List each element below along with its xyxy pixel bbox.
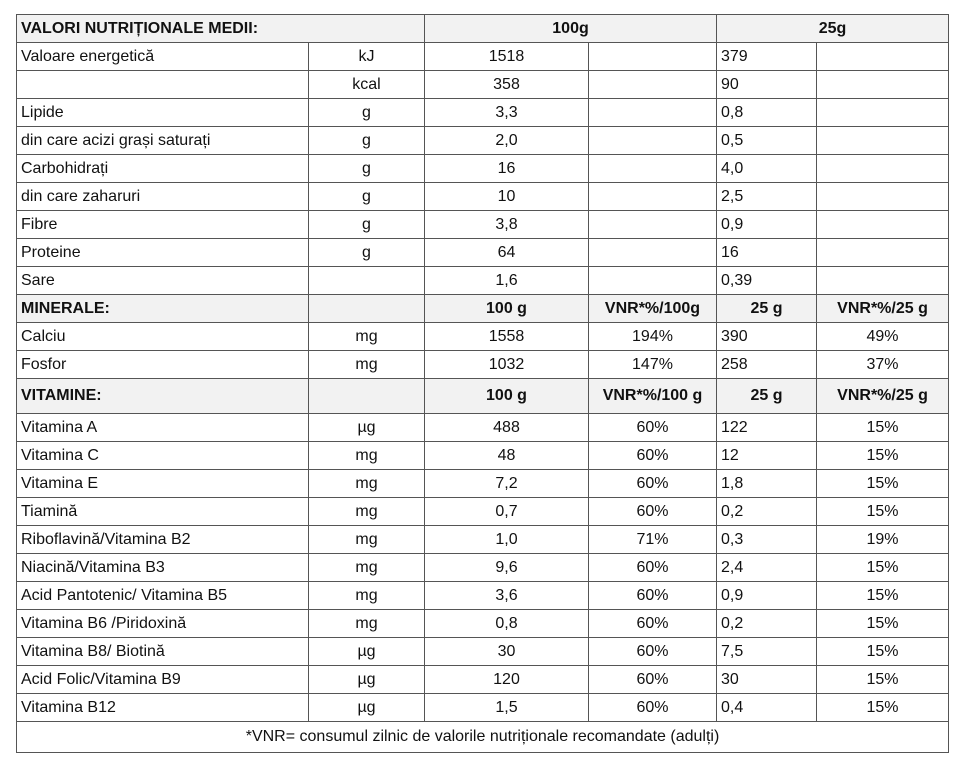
- nutrient-name: Lipide: [17, 99, 309, 127]
- nutrient-row: [17, 267, 949, 295]
- vitamins-vnr-25g: 15%: [817, 554, 949, 582]
- nutrient-row: [17, 211, 949, 239]
- nutrient-row: [17, 71, 949, 99]
- nutrient-value-100g: 16: [425, 155, 589, 183]
- minerals-row: [17, 323, 949, 351]
- nutrient-unit: g: [309, 239, 425, 267]
- vitamins-vnr-100g: 60%: [589, 638, 717, 666]
- vitamins-value-25g: 0,9: [717, 582, 817, 610]
- vitamins-value-25g: 12: [717, 442, 817, 470]
- vitamins-value-100g: 1,0: [425, 526, 589, 554]
- vitamins-vnr-25g: 15%: [817, 666, 949, 694]
- header-25g: 25g: [717, 15, 949, 43]
- vitamins-name: Riboflavină/Vitamina B2: [17, 526, 309, 554]
- vitamins-vnr-25g: 15%: [817, 414, 949, 442]
- empty-cell: [589, 183, 717, 211]
- nutrient-value-100g: 10: [425, 183, 589, 211]
- vitamins-header-vnr-25g: VNR*%/25 g: [817, 379, 949, 414]
- vitamins-unit: mg: [309, 526, 425, 554]
- vitamins-value-100g: 1,5: [425, 694, 589, 722]
- empty-cell: [589, 239, 717, 267]
- vitamins-vnr-25g: 19%: [817, 526, 949, 554]
- minerals-header-vnr-25g: VNR*%/25 g: [817, 295, 949, 323]
- vitamins-name: Vitamina E: [17, 470, 309, 498]
- minerals-name: Calciu: [17, 323, 309, 351]
- empty-cell: [817, 155, 949, 183]
- vitamins-header-100g: 100 g: [425, 379, 589, 414]
- minerals-header-25g: 25 g: [717, 295, 817, 323]
- vitamins-row: [17, 666, 949, 694]
- nutrient-value-100g: 1518: [425, 43, 589, 71]
- nutrient-row: [17, 239, 949, 267]
- vitamins-name: Vitamina B12: [17, 694, 309, 722]
- minerals-vnr-25g: 37%: [817, 351, 949, 379]
- nutrient-unit: kJ: [309, 43, 425, 71]
- vitamins-unit: µg: [309, 666, 425, 694]
- footnote-row: [17, 722, 949, 753]
- nutrient-value-100g: 358: [425, 71, 589, 99]
- nutrient-value-25g: 2,5: [717, 183, 817, 211]
- empty-cell: [309, 295, 425, 323]
- vitamins-value-100g: 488: [425, 414, 589, 442]
- vitamins-name: Vitamina C: [17, 442, 309, 470]
- nutrient-name: Valoare energetică: [17, 43, 309, 71]
- vitamins-vnr-100g: 60%: [589, 582, 717, 610]
- nutrition-table-body: [17, 15, 949, 753]
- table-title: VALORI NUTRIȚIONALE MEDII:: [17, 15, 425, 43]
- empty-cell: [817, 211, 949, 239]
- table-header-row: [17, 15, 949, 43]
- nutrient-unit: g: [309, 211, 425, 239]
- vitamins-value-25g: 0,2: [717, 610, 817, 638]
- vitamins-unit: µg: [309, 638, 425, 666]
- nutrient-name: Sare: [17, 267, 309, 295]
- nutrient-value-100g: 2,0: [425, 127, 589, 155]
- nutrient-row: [17, 127, 949, 155]
- nutrient-row: [17, 99, 949, 127]
- vitamins-value-100g: 120: [425, 666, 589, 694]
- empty-cell: [589, 267, 717, 295]
- vitamins-value-25g: 2,4: [717, 554, 817, 582]
- vitamins-row: [17, 554, 949, 582]
- vitamins-vnr-25g: 15%: [817, 638, 949, 666]
- nutrient-name: din care acizi grași saturați: [17, 127, 309, 155]
- empty-cell: [817, 127, 949, 155]
- minerals-value-100g: 1032: [425, 351, 589, 379]
- nutrient-value-100g: 1,6: [425, 267, 589, 295]
- nutrient-unit: g: [309, 99, 425, 127]
- vitamins-row: [17, 414, 949, 442]
- vitamins-name: Vitamina B8/ Biotină: [17, 638, 309, 666]
- nutrient-value-100g: 3,8: [425, 211, 589, 239]
- vitamins-unit: mg: [309, 498, 425, 526]
- vitamins-value-100g: 0,7: [425, 498, 589, 526]
- minerals-header-100g: 100 g: [425, 295, 589, 323]
- footnote: *VNR= consumul zilnic de valorile nutriționale recomandate (adulți): [17, 722, 949, 753]
- minerals-unit: mg: [309, 323, 425, 351]
- empty-cell: [817, 99, 949, 127]
- minerals-vnr-100g: 147%: [589, 351, 717, 379]
- vitamins-unit: mg: [309, 442, 425, 470]
- vitamins-value-25g: 0,4: [717, 694, 817, 722]
- nutrient-value-25g: 0,8: [717, 99, 817, 127]
- empty-cell: [817, 239, 949, 267]
- vitamins-name: Acid Pantotenic/ Vitamina B5: [17, 582, 309, 610]
- vitamins-vnr-100g: 60%: [589, 554, 717, 582]
- vitamins-value-25g: 0,3: [717, 526, 817, 554]
- minerals-value-25g: 258: [717, 351, 817, 379]
- vitamins-vnr-25g: 15%: [817, 694, 949, 722]
- empty-cell: [589, 99, 717, 127]
- vitamins-value-25g: 30: [717, 666, 817, 694]
- vitamins-vnr-100g: 60%: [589, 694, 717, 722]
- minerals-value-25g: 390: [717, 323, 817, 351]
- nutrient-name: din care zaharuri: [17, 183, 309, 211]
- nutrient-row: [17, 43, 949, 71]
- vitamins-value-25g: 7,5: [717, 638, 817, 666]
- vitamins-vnr-100g: 60%: [589, 442, 717, 470]
- empty-cell: [589, 71, 717, 99]
- nutrient-value-25g: 379: [717, 43, 817, 71]
- vitamins-unit: mg: [309, 554, 425, 582]
- vitamins-unit: µg: [309, 694, 425, 722]
- minerals-name: Fosfor: [17, 351, 309, 379]
- nutrient-name: [17, 71, 309, 99]
- vitamins-header-25g: 25 g: [717, 379, 817, 414]
- vitamins-name: Niacină/Vitamina B3: [17, 554, 309, 582]
- nutrient-unit: g: [309, 155, 425, 183]
- nutrition-table: [16, 14, 949, 753]
- empty-cell: [817, 71, 949, 99]
- nutrient-unit: kcal: [309, 71, 425, 99]
- vitamins-row: [17, 694, 949, 722]
- vitamins-header-vnr-100g: VNR*%/100 g: [589, 379, 717, 414]
- header-100g: 100g: [425, 15, 717, 43]
- minerals-section-title: MINERALE:: [17, 295, 309, 323]
- nutrient-row: [17, 155, 949, 183]
- vitamins-vnr-100g: 60%: [589, 610, 717, 638]
- vitamins-vnr-25g: 15%: [817, 470, 949, 498]
- vitamins-vnr-100g: 60%: [589, 498, 717, 526]
- empty-cell: [589, 43, 717, 71]
- empty-cell: [817, 43, 949, 71]
- vitamins-row: [17, 498, 949, 526]
- vitamins-value-100g: 30: [425, 638, 589, 666]
- nutrient-value-100g: 3,3: [425, 99, 589, 127]
- vitamins-vnr-100g: 60%: [589, 470, 717, 498]
- empty-cell: [309, 379, 425, 414]
- nutrient-value-25g: 4,0: [717, 155, 817, 183]
- vitamins-value-100g: 3,6: [425, 582, 589, 610]
- empty-cell: [817, 267, 949, 295]
- vitamins-row: [17, 526, 949, 554]
- nutrient-row: [17, 183, 949, 211]
- vitamins-row: [17, 470, 949, 498]
- vitamins-vnr-25g: 15%: [817, 582, 949, 610]
- vitamins-value-100g: 48: [425, 442, 589, 470]
- vitamins-unit: mg: [309, 582, 425, 610]
- nutrient-value-25g: 16: [717, 239, 817, 267]
- nutrient-unit: g: [309, 127, 425, 155]
- vitamins-unit: mg: [309, 610, 425, 638]
- vitamins-name: Vitamina A: [17, 414, 309, 442]
- nutrient-value-25g: 90: [717, 71, 817, 99]
- vitamins-vnr-25g: 15%: [817, 442, 949, 470]
- empty-cell: [589, 155, 717, 183]
- minerals-vnr-100g: 194%: [589, 323, 717, 351]
- vitamins-vnr-100g: 71%: [589, 526, 717, 554]
- nutrient-value-100g: 64: [425, 239, 589, 267]
- minerals-header-row: [17, 295, 949, 323]
- minerals-unit: mg: [309, 351, 425, 379]
- minerals-header-vnr-100g: VNR*%/100g: [589, 295, 717, 323]
- vitamins-vnr-25g: 15%: [817, 498, 949, 526]
- vitamins-unit: mg: [309, 470, 425, 498]
- nutrient-name: Proteine: [17, 239, 309, 267]
- nutrient-unit: [309, 267, 425, 295]
- minerals-vnr-25g: 49%: [817, 323, 949, 351]
- vitamins-value-100g: 0,8: [425, 610, 589, 638]
- nutrient-name: Carbohidrați: [17, 155, 309, 183]
- vitamins-row: [17, 610, 949, 638]
- nutrient-unit: g: [309, 183, 425, 211]
- vitamins-value-100g: 7,2: [425, 470, 589, 498]
- empty-cell: [589, 127, 717, 155]
- vitamins-vnr-25g: 15%: [817, 610, 949, 638]
- vitamins-header-row: [17, 379, 949, 414]
- nutrient-value-25g: 0,39: [717, 267, 817, 295]
- vitamins-value-25g: 1,8: [717, 470, 817, 498]
- vitamins-unit: µg: [309, 414, 425, 442]
- vitamins-name: Acid Folic/Vitamina B9: [17, 666, 309, 694]
- vitamins-row: [17, 442, 949, 470]
- vitamins-value-25g: 122: [717, 414, 817, 442]
- minerals-row: [17, 351, 949, 379]
- empty-cell: [817, 183, 949, 211]
- nutrient-value-25g: 0,9: [717, 211, 817, 239]
- vitamins-value-100g: 9,6: [425, 554, 589, 582]
- vitamins-row: [17, 582, 949, 610]
- nutrient-name: Fibre: [17, 211, 309, 239]
- minerals-value-100g: 1558: [425, 323, 589, 351]
- vitamins-section-title: VITAMINE:: [17, 379, 309, 414]
- vitamins-value-25g: 0,2: [717, 498, 817, 526]
- vitamins-name: Tiamină: [17, 498, 309, 526]
- empty-cell: [589, 211, 717, 239]
- vitamins-row: [17, 638, 949, 666]
- vitamins-vnr-100g: 60%: [589, 414, 717, 442]
- vitamins-name: Vitamina B6 /Piridoxină: [17, 610, 309, 638]
- nutrient-value-25g: 0,5: [717, 127, 817, 155]
- vitamins-vnr-100g: 60%: [589, 666, 717, 694]
